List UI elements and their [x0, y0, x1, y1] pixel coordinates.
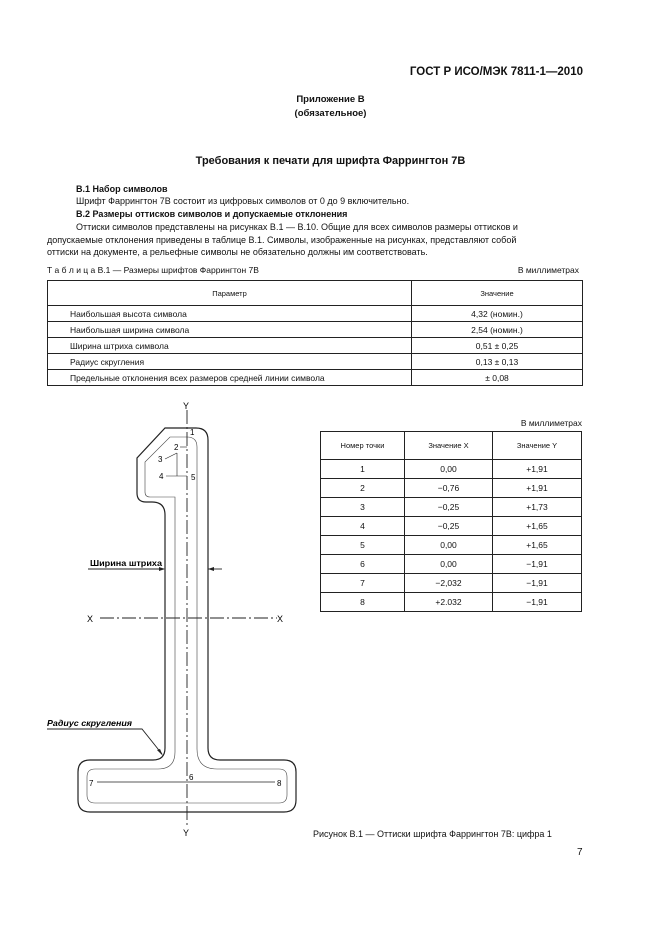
- b1-heading: В.1 Набор символов: [76, 184, 168, 194]
- radius-label: Радиус скругления: [47, 718, 132, 728]
- table2-x: −0,25: [405, 498, 493, 517]
- table2-x: −0,76: [405, 479, 493, 498]
- table-row: [321, 479, 582, 498]
- table2-point: 4: [321, 517, 405, 536]
- table2-x: −0,25: [405, 517, 493, 536]
- table1-value: 0,13 ± 0,13: [412, 354, 583, 370]
- table-row: [321, 536, 582, 555]
- page-number: 7: [577, 847, 583, 858]
- point-label-2: 2: [174, 443, 179, 452]
- table1-param: Радиус скругления: [48, 354, 412, 370]
- table2-x: −2,032: [405, 574, 493, 593]
- table-row: [321, 593, 582, 612]
- table2-header-y: Значение Y: [493, 432, 582, 460]
- table1-header-param: Параметр: [48, 281, 412, 306]
- b1-text: Шрифт Фаррингтон 7В состоит из цифровых символов от 0 до 9 включительно.: [76, 196, 410, 206]
- table2-y: +1,65: [493, 536, 582, 555]
- point-label-4: 4: [159, 472, 164, 481]
- table2-header-row: [321, 432, 582, 460]
- document-header: ГОСТ Р ИСО/МЭК 7811-1—2010: [409, 66, 583, 78]
- table-row: [321, 555, 582, 574]
- table2-y: +1,91: [493, 460, 582, 479]
- axis-y-top-label: Y: [183, 401, 190, 411]
- table-row: [321, 574, 582, 593]
- table2-units: В миллиметрах: [520, 418, 582, 428]
- table2-y: −1,91: [493, 555, 582, 574]
- table1-caption: Т а б л и ц а В.1 — Размеры шрифтов Фаррингтон 7В: [47, 265, 259, 275]
- table2-header-point: Номер точки: [321, 432, 405, 460]
- table2-point: 3: [321, 498, 405, 517]
- b2-heading: В.2 Размеры оттисков символов и допускаемые отклонения: [76, 209, 348, 219]
- table2-x: +2.032: [405, 593, 493, 612]
- table2-y: +1,91: [493, 479, 582, 498]
- radius-arrow: [157, 749, 163, 756]
- table2-header-x: Значение X: [405, 432, 493, 460]
- table1-value: 0,51 ± 0,25: [412, 338, 583, 354]
- point-label-1: 1: [190, 428, 195, 437]
- point-label-7: 7: [89, 779, 94, 788]
- table1-param: Ширина штриха символа: [48, 338, 412, 354]
- table2-x: 0,00: [405, 555, 493, 574]
- table2-y: −1,91: [493, 574, 582, 593]
- table1-value: 2,54 (номин.): [412, 322, 583, 338]
- table2-y: +1,65: [493, 517, 582, 536]
- table2-point: 5: [321, 536, 405, 555]
- stroke-width-arrow-right: [208, 567, 214, 571]
- table1-param: Предельные отклонения всех размеров средней линии символа: [48, 370, 412, 386]
- table2: [320, 431, 582, 612]
- table2-y: +1,73: [493, 498, 582, 517]
- axis-x-left-label: X: [87, 614, 94, 624]
- table-row: [321, 517, 582, 536]
- figure-caption: Рисунок В.1 — Оттиски шрифта Фаррингтон 7В: цифра 1: [313, 829, 552, 839]
- appendix-title: Приложение В: [296, 94, 365, 105]
- point-label-5: 5: [191, 473, 196, 482]
- table1-units: В миллиметрах: [517, 265, 579, 275]
- point-leader-3: [165, 453, 177, 459]
- b2-line-3: оттиски на документе, а рельефные символы не обязательно должны им соответствовать.: [47, 247, 428, 257]
- point-label-8: 8: [277, 779, 282, 788]
- table-row: [321, 498, 582, 517]
- table2-point: 7: [321, 574, 405, 593]
- b2-line-1: Оттиски символов представлены на рисунках В.1 — В.10. Общие для всех символов размеры оттисков и: [76, 222, 518, 232]
- table1-param: Наибольшая ширина символа: [48, 322, 412, 338]
- section-title: Требования к печати для шрифта Фаррингтон 7В: [195, 155, 466, 167]
- point-label-6: 6: [189, 773, 194, 782]
- table1-value: ± 0,08: [412, 370, 583, 386]
- axis-x-right-label: X: [277, 614, 284, 624]
- axis-y-bottom-label: Y: [183, 828, 190, 838]
- appendix-subtitle: (обязательное): [294, 108, 367, 119]
- table2-x: 0,00: [405, 536, 493, 555]
- table1-param: Наибольшая высота символа: [48, 306, 412, 322]
- table2-y: −1,91: [493, 593, 582, 612]
- table2-x: 0,00: [405, 460, 493, 479]
- stroke-width-label: Ширина штриха: [90, 558, 163, 568]
- table1-value: 4,32 (номин.): [412, 306, 583, 322]
- table1-header-value: Значение: [412, 281, 583, 306]
- table2-point: 2: [321, 479, 405, 498]
- b2-line-2: допускаемые отклонения приведены в таблице В.1. Символы, изображенные на рисунках, представляют собой: [47, 235, 517, 245]
- table2-point: 1: [321, 460, 405, 479]
- table2-point: 6: [321, 555, 405, 574]
- point-label-3: 3: [158, 455, 163, 464]
- table2-point: 8: [321, 593, 405, 612]
- table-row: [321, 460, 582, 479]
- radius-leader: [47, 729, 162, 754]
